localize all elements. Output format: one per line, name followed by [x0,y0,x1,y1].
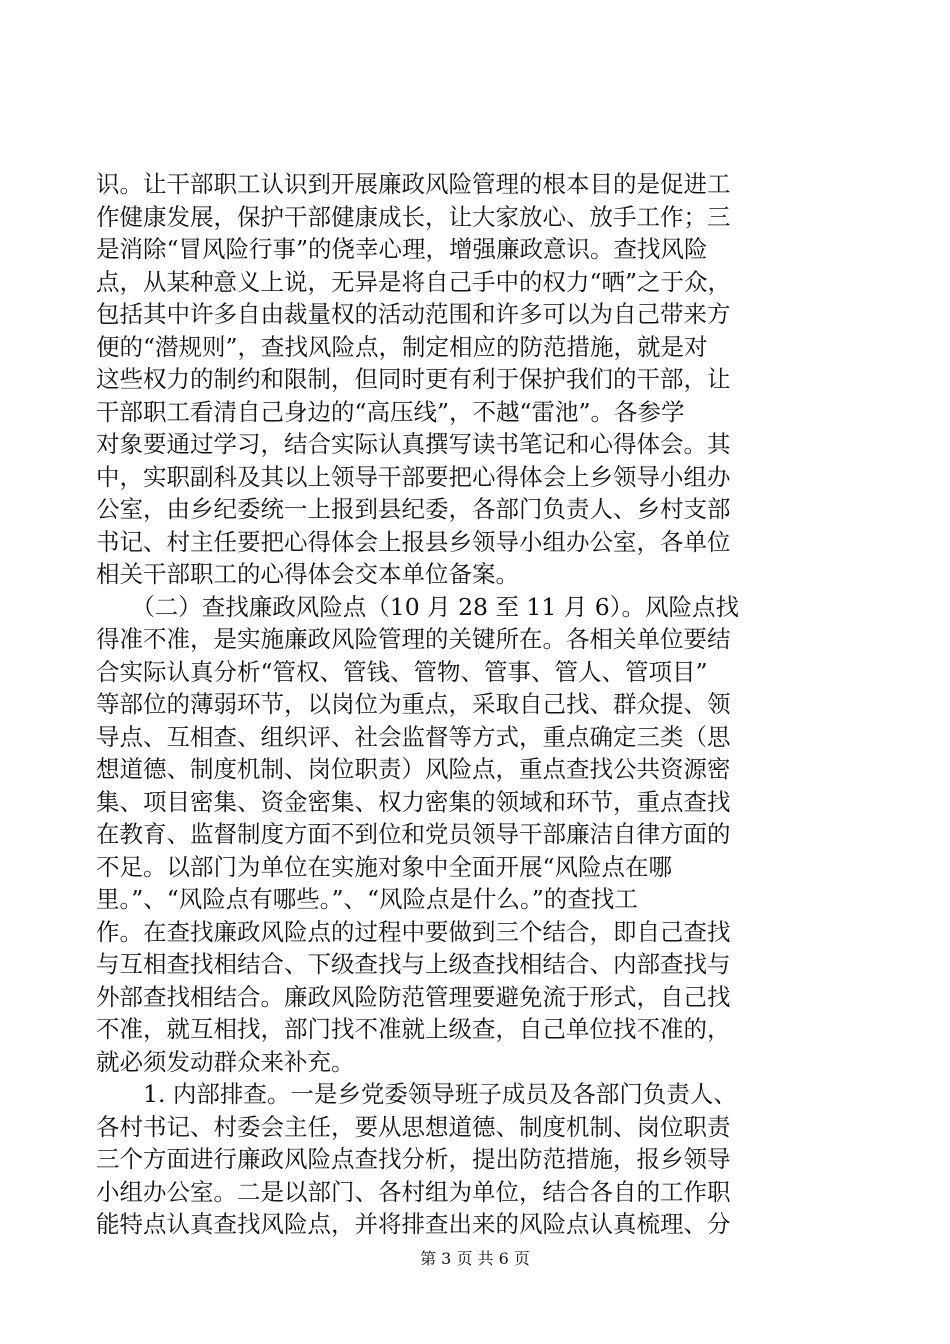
text-line: 与互相查找相结合、下级查找与上级查找相结合、内部查找与 [96,950,731,978]
text-line: 不准，就互相找，部门找不准就上级查，自己单位找不准的， [96,1015,731,1043]
text-line: 集、项目密集、资金密集、权力密集的领域和环节，重点查找 [96,787,731,816]
text-line: 小组办公室。二是以部门、各村组为单位，结合各自的工作职 [96,1177,731,1206]
text-line: 干部职工看清自己身边的“高压线”，不越“雷池”。各参学 [96,397,685,426]
text-line: 能特点认真查找风险点，并将排查出来的风险点认真梳理、分 [96,1210,731,1238]
text-line: 里。”、“风险点有哪些。”、“风险点是什么。”的查找工 [96,885,638,913]
text-line: 作健康发展，保护干部健康成长，让大家放心、放手工作；三 [96,202,731,231]
text-line: 1. 内部排查。一是乡党委领导班子成员及各部门负责人、 [96,1080,737,1108]
text-line: 点，从某种意义上说，无异是将自己手中的权力“晒”之于众， [96,267,732,296]
text-line: 就必须发动群众来补充。 [96,1047,355,1076]
text-line: 想道德、制度机制、岗位职责）风险点，重点查找公共资源密 [96,755,731,783]
text-line: 外部查找相结合。廉政风险防范管理要避免流于形式，自己找 [96,982,731,1011]
text-line: 等部位的薄弱环节，以岗位为重点，采取自己找、群众提、领 [96,690,731,718]
text-line: 作。在查找廉政风险点的过程中要做到三个结合，即自己查找 [96,917,731,946]
text-line: 各村书记、村委会主任，要从思想道德、制度机制、岗位职责 [96,1112,731,1141]
text-line: 便的“潜规则”，查找风险点，制定相应的防范措施，就是对 [96,332,708,361]
text-line: 这些权力的制约和限制，但同时更有利于保护我们的干部，让 [96,365,731,393]
body-text [96,168,856,1241]
text-line: 得准不准，是实施廉政风险管理的关键所在。各相关单位要结 [96,625,731,653]
text-line: 导点、互相查、组织评、社会监督等方式，重点确定三类（思 [96,722,731,751]
text-line: 是消除“冒风险行事”的侥幸心理，增强廉政意识。查找风险 [96,235,708,263]
text-line: （二）查找廉政风险点（10 月 28 至 11 月 6）。风险点找 [96,592,739,621]
page-number-footer: 第 3 页 共 6 页 [420,1249,530,1268]
text-line: 不足。以部门为单位在实施对象中全面开展“风险点在哪 [96,852,673,881]
text-line: 相关干部职工的心得体会交本单位备案。 [96,560,519,588]
text-line: 公室，由乡纪委统一上报到县纪委，各部门负责人、乡村支部 [96,495,731,523]
text-line: 中，实职副科及其以上领导干部要把心得体会上乡领导小组办 [96,462,731,491]
text-line: 书记、村主任要把心得体会上报县乡领导小组办公室，各单位 [96,527,731,556]
text-line: 三个方面进行廉政风险点查找分析，提出防范措施，报乡领导 [96,1145,731,1173]
text-line: 在教育、监督制度方面不到位和党员领导干部廉洁自律方面的 [96,820,731,848]
text-line: 合实际认真分析“管权、管钱、管物、管事、管人、管项目” [96,657,708,686]
text-line: 对象要通过学习，结合实际认真撰写读书笔记和心得体会。其 [96,430,731,458]
text-line: 包括其中许多自由裁量权的活动范围和许多可以为自己带来方 [96,300,731,328]
text-line: 识。让干部职工认识到开展廉政风险管理的根本目的是促进工 [96,170,731,198]
